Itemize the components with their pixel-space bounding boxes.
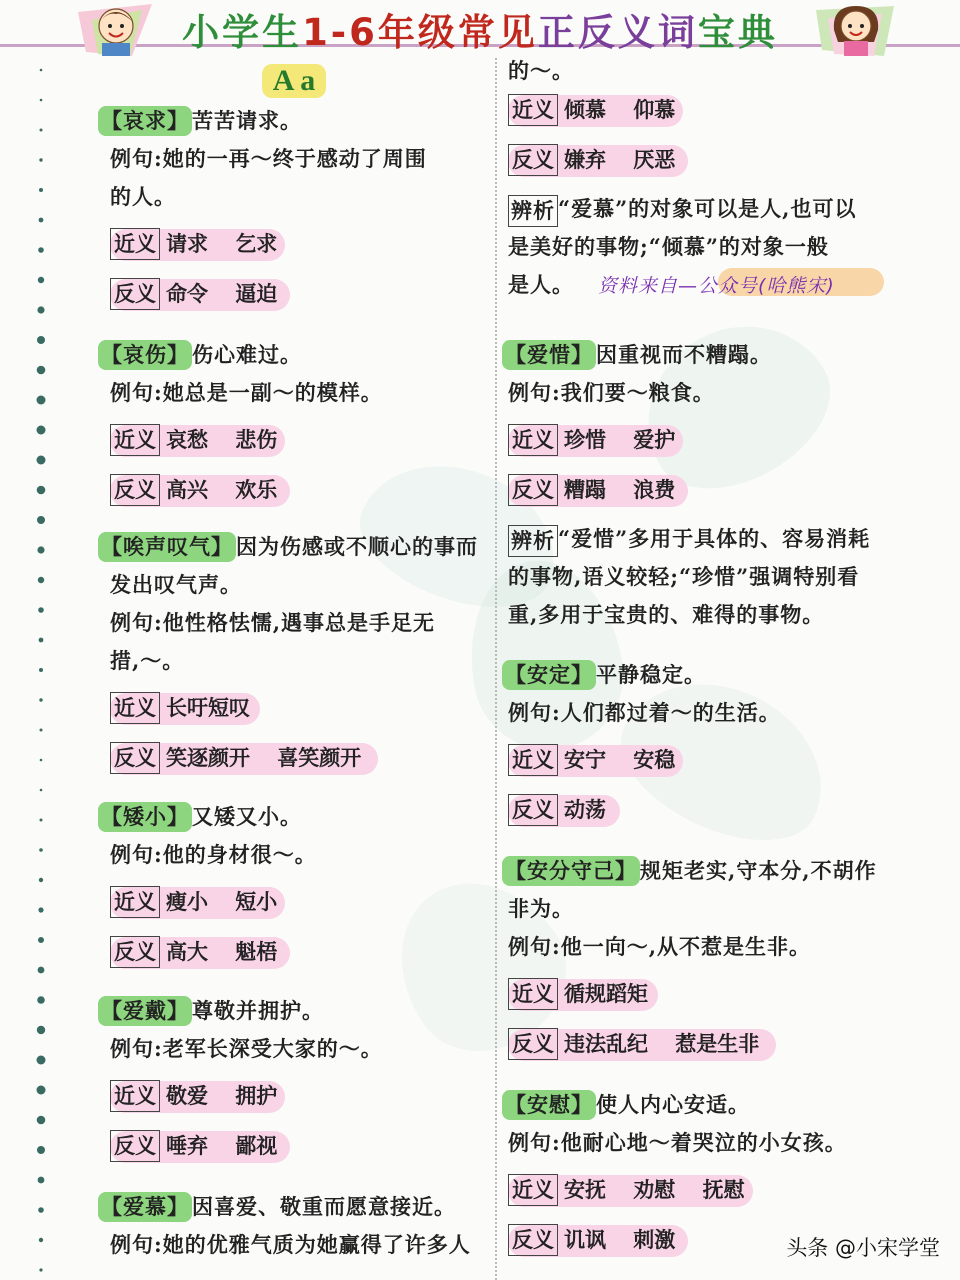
anti-tag: 反义: [508, 144, 558, 176]
margin-dots: [36, 60, 46, 1280]
anti-tag: 反义: [508, 794, 558, 826]
analysis-text: “爱惜”多用于具体的、容易消耗: [558, 526, 871, 551]
near-words: 安抚 劝慰 抚慰: [564, 1177, 745, 1202]
entry-aixi: [502, 336, 887, 634]
entry-anfenshouji: [502, 852, 887, 1062]
entry-definition: 因喜爱、敬重而愿意接近。: [192, 1194, 456, 1219]
analysis-tag: 辨析: [508, 525, 558, 557]
near-row: [110, 1080, 490, 1114]
section-letter: A a: [262, 64, 326, 98]
anti-words: 高兴 欢乐: [166, 477, 278, 502]
near-words: 瘦小 短小: [166, 889, 278, 914]
near-row: [110, 424, 490, 458]
entry-word: 【安分守己】: [502, 856, 640, 886]
near-tag: 近义: [508, 424, 558, 456]
entry-definition: 伤心难过。: [192, 342, 302, 367]
entry-headline: [98, 102, 490, 140]
near-words: 请求 乞求: [166, 231, 278, 256]
entry-word: 【唉声叹气】: [98, 532, 236, 562]
anti-tag: 反义: [110, 742, 160, 774]
near-tag: 近义: [508, 978, 558, 1010]
analysis-line: 的事物,语义较轻;“珍惜”强调特别看: [508, 564, 860, 589]
near-words: 敬爱 拥护: [166, 1083, 278, 1108]
anti-row: [110, 936, 490, 970]
entry-headline: [502, 852, 887, 890]
entry-aidai: [98, 992, 490, 1164]
entry-headline: [98, 798, 490, 836]
near-row: [508, 94, 887, 128]
girl-illustration-icon: [812, 0, 898, 56]
anti-words: 糟蹋 浪费: [564, 477, 676, 502]
entry-example: 例句:她的优雅气质为她赢得了许多人: [110, 1232, 471, 1257]
source-watermark: 头条 @小宋学堂: [786, 1236, 940, 1260]
near-words: 珍惜 爱护: [564, 427, 676, 452]
anti-words: 嫌弃 厌恶: [564, 147, 676, 172]
analysis-line: 是美好的事物;“倾慕”的对象一般: [508, 234, 829, 259]
near-words: 安宁 安稳: [564, 747, 676, 772]
anti-tag: 反义: [508, 1028, 558, 1060]
anti-row: [110, 278, 490, 312]
analysis-tag: 辨析: [508, 195, 558, 227]
entry-example: 的～。: [508, 58, 574, 83]
entry-example: 例句:人们都过着～的生活。: [508, 700, 781, 725]
entry-word: 【爱慕】: [98, 1192, 192, 1222]
entry-example: 发出叹气声。: [110, 572, 242, 597]
entry-example: 的人。: [110, 184, 176, 209]
entry-headline: [98, 992, 490, 1030]
near-row: [508, 424, 887, 458]
anti-tag: 反义: [110, 278, 160, 310]
entry-definition: 苦苦请求。: [192, 108, 302, 133]
page-title: 小学生1-6年级常见正反义词宝典: [182, 11, 778, 54]
entry-headline: [98, 1188, 490, 1226]
entry-word: 【哀求】: [98, 106, 192, 136]
anti-tag: 反义: [508, 474, 558, 506]
near-words: 长吁短叹: [166, 695, 250, 720]
near-tag: 近义: [110, 424, 160, 456]
near-tag: 近义: [508, 1174, 558, 1206]
near-tag: 近义: [110, 228, 160, 260]
near-tag: 近义: [508, 744, 558, 776]
entry-example: 非为。: [508, 896, 574, 921]
near-tag: 近义: [110, 692, 160, 724]
analysis-line: 是人。 资料来自—公众号(哈熊宋): [508, 266, 887, 304]
entry-definition: 因重视而不糟蹋。: [596, 342, 772, 367]
entry-headline: [502, 336, 887, 374]
entry-definition: 规矩老实,守本分,不胡作: [640, 858, 877, 883]
column-divider: [495, 58, 497, 1280]
entry-aixiao: [98, 798, 490, 970]
page-header: [0, 0, 960, 58]
near-words: 倾慕 仰慕: [564, 97, 676, 122]
anti-row: [110, 474, 490, 508]
anti-row: [508, 794, 887, 828]
entry-word: 【安定】: [502, 660, 596, 690]
entry-example: 例句:她总是一副～的模样。: [110, 380, 383, 405]
near-row: [110, 228, 490, 262]
entry-aimu: [98, 1188, 490, 1264]
near-row: [110, 692, 490, 726]
near-tag: 近义: [508, 94, 558, 126]
near-row: [110, 886, 490, 920]
anti-row: [508, 144, 887, 178]
anti-words: 唾弃 鄙视: [166, 1133, 278, 1158]
entry-definition: 平静稳定。: [596, 662, 706, 687]
near-words: 哀愁 悲伤: [166, 427, 278, 452]
entry-headline: [502, 656, 887, 694]
analysis-line: [508, 520, 887, 558]
entry-example: 例句:他的身材很～。: [110, 842, 317, 867]
analysis-line: [508, 190, 887, 228]
entry-headline: [502, 1086, 887, 1124]
entry-headline: [98, 336, 490, 374]
near-row: [508, 978, 887, 1012]
entry-example: 例句:她的一再～终于感动了周围: [110, 146, 427, 171]
entry-word: 【安慰】: [502, 1090, 596, 1120]
entry-definition: 使人内心安适。: [596, 1092, 750, 1117]
anti-tag: 反义: [110, 936, 160, 968]
entry-example: 例句:老军长深受大家的～。: [110, 1036, 383, 1061]
anti-row: [110, 1130, 490, 1164]
anti-words: 违法乱纪 惹是生非: [564, 1031, 760, 1056]
entry-definition: 尊敬并拥护。: [192, 998, 324, 1023]
entry-headline: [98, 528, 490, 566]
analysis-text: “爱慕”的对象可以是人,也可以: [558, 196, 857, 221]
entry-aimu-continued: [502, 52, 887, 304]
anti-words: 讥讽 刺激: [564, 1227, 676, 1252]
entry-example: 例句:他性格怯懦,遇事总是手足无: [110, 610, 436, 635]
anti-row: [508, 1028, 887, 1062]
entry-anding: [502, 656, 887, 828]
entry-aishang: [98, 336, 490, 508]
near-words: 循规蹈矩: [564, 981, 648, 1006]
entry-definition: 又矮又小。: [192, 804, 302, 829]
anti-tag: 反义: [508, 1224, 558, 1256]
entry-word: 【哀伤】: [98, 340, 192, 370]
entry-example: 例句:我们要～粮食。: [508, 380, 715, 405]
entry-word: 【爱惜】: [502, 340, 596, 370]
near-tag: 近义: [110, 886, 160, 918]
anti-words: 动荡: [564, 797, 606, 822]
anti-tag: 反义: [110, 474, 160, 506]
anti-words: 命令 逼迫: [166, 281, 278, 306]
analysis-line: 重,多用于宝贵的、难得的事物。: [508, 602, 825, 627]
entry-aiqiu: [98, 102, 490, 312]
entry-aishengtanqi: [98, 528, 490, 776]
near-row: [508, 1174, 887, 1208]
anti-row: [110, 742, 490, 776]
entry-word: 【爱戴】: [98, 996, 192, 1026]
anti-words: 高大 魁梧: [166, 939, 278, 964]
anti-row: [508, 474, 887, 508]
anti-tag: 反义: [110, 1130, 160, 1162]
entry-example: 例句:他耐心地～着哭泣的小女孩。: [508, 1130, 847, 1155]
near-row: [508, 744, 887, 778]
entry-word: 【矮小】: [98, 802, 192, 832]
near-tag: 近义: [110, 1080, 160, 1112]
entry-example: 措,～。: [110, 648, 185, 673]
handwritten-source-note: 资料来自—公众号(哈熊宋): [598, 266, 835, 305]
anti-words: 笑逐颜开 喜笑颜开: [166, 745, 362, 770]
entry-definition: 因为伤感或不顺心的事而: [236, 534, 478, 559]
entry-example: 例句:他一向～,从不惹是生非。: [508, 934, 812, 959]
